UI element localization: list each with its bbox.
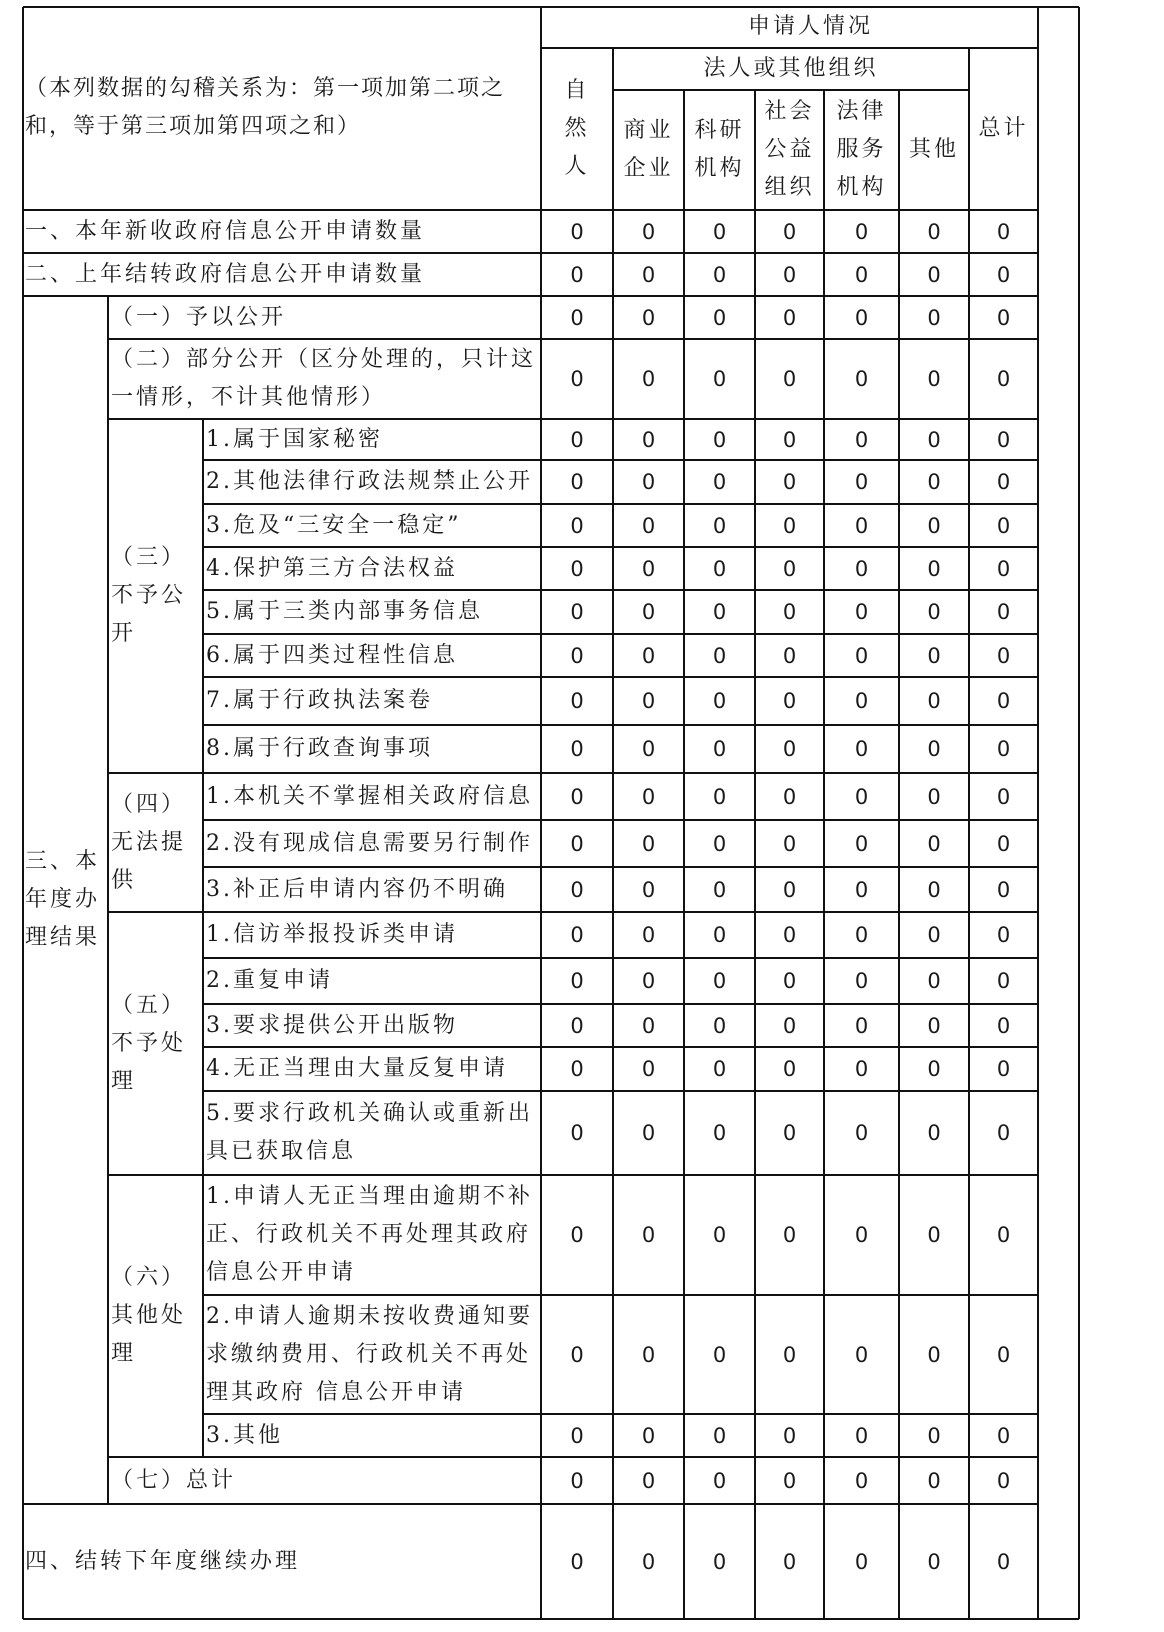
header-legal-persons-group: 法人或其他组织	[703, 56, 879, 81]
value-cell: 0	[854, 1223, 869, 1247]
value-cell: 0	[712, 600, 727, 624]
value-cell: 0	[641, 219, 656, 244]
value-cell: 0	[641, 1423, 656, 1448]
value-cell: 0	[996, 1223, 1011, 1247]
row-label: 1.本机关不掌握相关政府信息	[206, 783, 533, 809]
value-cell: 0	[570, 305, 584, 330]
value-cell: 0	[782, 877, 797, 902]
value-cell: 0	[712, 1550, 727, 1574]
value-cell: 0	[641, 923, 656, 947]
value-cell: 0	[641, 513, 656, 538]
value-cell: 0	[641, 367, 656, 391]
value-cell: 0	[996, 262, 1011, 287]
value-cell: 0	[854, 262, 869, 287]
value-cell: 0	[641, 643, 656, 668]
value-cell: 0	[854, 923, 869, 947]
value-cell: 0	[712, 923, 727, 947]
row-label: 6.属于四类过程性信息	[206, 642, 458, 668]
value-cell: 0	[854, 1423, 869, 1448]
value-cell: 0	[996, 1550, 1011, 1574]
value-cell: 0	[782, 923, 797, 947]
header-note: （本列数据的勾稽关系为：第一项加第二项之和，等于第三项加第四项之和）	[25, 76, 506, 139]
value-cell: 0	[996, 513, 1011, 538]
value-cell: 0	[927, 923, 941, 947]
row-label: 4.无正当理由大量反复申请	[206, 1056, 508, 1081]
value-cell: 0	[854, 470, 869, 494]
value-cell: 0	[712, 1057, 727, 1081]
value-cell: 0	[927, 1342, 941, 1367]
row-label: 四、结转下年度继续办理	[25, 1549, 301, 1574]
value-cell: 0	[996, 470, 1011, 494]
value-cell: 0	[996, 1121, 1011, 1145]
row-label: 一、本年新收政府信息公开申请数量	[25, 218, 426, 244]
value-cell: 0	[570, 923, 584, 947]
value-cell: 0	[712, 969, 727, 993]
value-cell: 0	[854, 513, 869, 538]
value-cell: 0	[570, 689, 584, 713]
value-cell: 0	[570, 513, 584, 538]
row-label: 1.属于国家秘密	[206, 426, 383, 452]
value-cell: 0	[996, 969, 1011, 993]
value-cell: 0	[641, 305, 656, 330]
value-cell: 0	[570, 600, 584, 624]
row-label: 7.属于行政执法案卷	[206, 688, 433, 713]
value-cell: 0	[996, 600, 1011, 624]
value-cell: 0	[782, 689, 797, 713]
value-cell: 0	[782, 305, 797, 330]
value-cell: 0	[641, 831, 656, 856]
value-cell: 0	[641, 689, 656, 713]
value-cell: 0	[854, 689, 869, 713]
value-cell: 0	[996, 1057, 1011, 1081]
value-cell: 0	[996, 1423, 1011, 1448]
value-cell: 0	[927, 831, 941, 856]
value-cell: 0	[570, 556, 584, 581]
value-cell: 0	[854, 305, 869, 330]
value-cell: 0	[996, 1342, 1011, 1367]
value-cell: 0	[854, 877, 869, 902]
value-cell: 0	[782, 1223, 797, 1247]
value-cell: 0	[927, 556, 941, 581]
value-cell: 0	[854, 556, 869, 581]
value-cell: 0	[996, 367, 1011, 391]
value-cell: 0	[641, 877, 656, 902]
value-cell: 0	[712, 1223, 727, 1247]
value-cell: 0	[782, 513, 797, 538]
value-cell: 0	[570, 470, 584, 494]
value-cell: 0	[712, 219, 727, 244]
row-label: 3.要求提供公开出版物	[206, 1012, 458, 1038]
value-cell: 0	[927, 877, 941, 902]
header-research-institution: 科研机构	[694, 118, 745, 181]
value-cell: 0	[854, 1013, 869, 1038]
row-label: 2.没有现成信息需要另行制作	[206, 830, 533, 856]
header-commercial-enterprise: 商业企业	[623, 118, 674, 181]
value-cell: 0	[641, 1121, 656, 1145]
value-cell: 0	[996, 784, 1011, 809]
value-cell: 0	[927, 1468, 941, 1493]
row-label: 1.申请人无正当理由逾期不补正、行政机关不再处理其政府 信息公开申请	[206, 1184, 541, 1285]
value-cell: 0	[712, 689, 727, 713]
value-cell: 0	[570, 1342, 584, 1367]
value-cell: 0	[641, 1550, 656, 1574]
value-cell: 0	[927, 1223, 941, 1247]
value-cell: 0	[782, 367, 797, 391]
value-cell: 0	[854, 1342, 869, 1367]
row-label: 1.信访举报投诉类申请	[206, 922, 458, 947]
value-cell: 0	[570, 877, 584, 902]
value-cell: 0	[712, 262, 727, 287]
value-cell: 0	[996, 1468, 1011, 1493]
value-cell: 0	[570, 969, 584, 993]
row-label: （二）部分公开（区分处理的，只计这一情形，不计其他情形）	[111, 347, 537, 410]
value-cell: 0	[712, 831, 727, 856]
value-cell: 0	[712, 1342, 727, 1367]
row-label: 5.要求行政机关确认或重新出具已获取信息	[206, 1101, 533, 1164]
row-label: 8.属于行政查询事项	[206, 736, 433, 761]
value-cell: 0	[570, 427, 584, 452]
group-not-public-label: （三）不予公开	[111, 545, 187, 646]
value-cell: 0	[782, 262, 797, 287]
value-cell: 0	[712, 737, 727, 761]
value-cell: 0	[712, 513, 727, 538]
value-cell: 0	[782, 1468, 797, 1493]
row-label: 4.保护第三方合法权益	[206, 555, 458, 581]
value-cell: 0	[712, 643, 727, 668]
value-cell: 0	[712, 556, 727, 581]
group-unable-label: （四）无法提供	[111, 791, 187, 893]
value-cell: 0	[641, 262, 656, 287]
value-cell: 0	[996, 737, 1011, 761]
value-cell: 0	[570, 219, 584, 244]
value-cell: 0	[782, 1121, 797, 1145]
value-cell: 0	[782, 784, 797, 809]
value-cell: 0	[996, 556, 1011, 581]
value-cell: 0	[854, 219, 869, 244]
value-cell: 0	[854, 600, 869, 624]
group-other-processing-label: （六）其他处理	[111, 1265, 187, 1366]
value-cell: 0	[570, 1468, 584, 1493]
value-cell: 0	[996, 643, 1011, 668]
value-cell: 0	[927, 1057, 941, 1081]
value-cell: 0	[996, 877, 1011, 902]
value-cell: 0	[641, 1057, 656, 1081]
value-cell: 0	[782, 737, 797, 761]
row-label: 3.补正后申请内容仍不明确	[206, 876, 508, 902]
value-cell: 0	[570, 262, 584, 287]
value-cell: 0	[570, 1550, 584, 1574]
value-cell: 0	[854, 367, 869, 391]
value-cell: 0	[782, 1423, 797, 1448]
value-cell: 0	[996, 305, 1011, 330]
value-cell: 0	[641, 784, 656, 809]
value-cell: 0	[854, 784, 869, 809]
value-cell: 0	[712, 367, 727, 391]
value-cell: 0	[854, 427, 869, 452]
value-cell: 0	[782, 1013, 797, 1038]
value-cell: 0	[927, 1550, 941, 1574]
value-cell: 0	[996, 1013, 1011, 1038]
value-cell: 0	[854, 643, 869, 668]
value-cell: 0	[712, 1013, 727, 1038]
value-cell: 0	[996, 689, 1011, 713]
row-label: 2.重复申请	[206, 968, 333, 993]
value-cell: 0	[854, 1468, 869, 1493]
row-label: （七）总计	[111, 1467, 237, 1493]
value-cell: 0	[712, 1468, 727, 1493]
information-disclosure-table	[22, 6, 1080, 1620]
header-legal-service-org: 法律服务机构	[836, 99, 887, 200]
value-cell: 0	[782, 1057, 797, 1081]
value-cell: 0	[854, 969, 869, 993]
value-cell: 0	[927, 305, 941, 330]
value-cell: 0	[927, 689, 941, 713]
row-label: （一）予以公开	[111, 304, 287, 330]
value-cell: 0	[712, 877, 727, 902]
row-label: 二、上年结转政府信息公开申请数量	[25, 261, 426, 287]
value-cell: 0	[927, 1423, 941, 1448]
value-cell: 0	[641, 1468, 656, 1493]
value-cell: 0	[641, 737, 656, 761]
value-cell: 0	[782, 556, 797, 581]
value-cell: 0	[782, 643, 797, 668]
value-cell: 0	[927, 784, 941, 809]
value-cell: 0	[927, 262, 941, 287]
value-cell: 0	[712, 784, 727, 809]
header-applicant-situation: 申请人情况	[747, 14, 873, 39]
value-cell: 0	[782, 1550, 797, 1574]
group-not-processed-label: （五）不予处理	[111, 992, 187, 1094]
value-cell: 0	[996, 923, 1011, 947]
value-cell: 0	[927, 600, 941, 624]
value-cell: 0	[927, 1013, 941, 1038]
value-cell: 0	[641, 1013, 656, 1038]
value-cell: 0	[927, 969, 941, 993]
value-cell: 0	[712, 470, 727, 494]
value-cell: 0	[641, 556, 656, 581]
value-cell: 0	[782, 831, 797, 856]
value-cell: 0	[927, 513, 941, 538]
value-cell: 0	[854, 737, 869, 761]
group-section3-label: 三、本年度办理结果	[25, 849, 101, 950]
value-cell: 0	[570, 367, 584, 391]
value-cell: 0	[927, 219, 941, 244]
value-cell: 0	[570, 1013, 584, 1038]
value-cell: 0	[927, 1121, 941, 1145]
value-cell: 0	[570, 737, 584, 761]
row-label: 5.属于三类内部事务信息	[206, 599, 483, 624]
value-cell: 0	[570, 1223, 584, 1247]
header-other: 其他	[908, 137, 959, 162]
header-total: 总计	[978, 116, 1029, 141]
value-cell: 0	[782, 470, 797, 494]
value-cell: 0	[854, 831, 869, 856]
value-cell: 0	[927, 737, 941, 761]
value-cell: 0	[782, 1342, 797, 1367]
row-label: 2.申请人逾期未按收费通知要求缴纳费用、行政机关不再处理其政府 信息公开申请	[206, 1303, 533, 1405]
value-cell: 0	[641, 600, 656, 624]
value-cell: 0	[570, 784, 584, 809]
value-cell: 0	[782, 600, 797, 624]
row-label: 2.其他法律行政法规禁止公开	[206, 469, 533, 494]
value-cell: 0	[927, 427, 941, 452]
value-cell: 0	[927, 367, 941, 391]
value-cell: 0	[712, 305, 727, 330]
value-cell: 0	[927, 643, 941, 668]
value-cell: 0	[570, 1423, 584, 1448]
value-cell: 0	[570, 643, 584, 668]
value-cell: 0	[996, 427, 1011, 452]
value-cell: 0	[854, 1550, 869, 1574]
value-cell: 0	[996, 219, 1011, 244]
value-cell: 0	[570, 831, 584, 856]
value-cell: 0	[854, 1121, 869, 1145]
value-cell: 0	[641, 969, 656, 993]
value-cell: 0	[854, 1057, 869, 1081]
value-cell: 0	[641, 1223, 656, 1247]
header-natural-person: 自然人	[564, 78, 590, 179]
value-cell: 0	[927, 470, 941, 494]
value-cell: 0	[641, 470, 656, 494]
value-cell: 0	[712, 1121, 727, 1145]
value-cell: 0	[712, 427, 727, 452]
value-cell: 0	[641, 427, 656, 452]
header-social-welfare-org: 社会公益组织	[764, 99, 815, 200]
value-cell: 0	[641, 1342, 656, 1367]
value-cell: 0	[996, 831, 1011, 856]
row-label: 3.其他	[206, 1422, 283, 1448]
value-cell: 0	[782, 219, 797, 244]
row-label: 3.危及“三安全一稳定”	[206, 512, 462, 538]
value-cell: 0	[570, 1121, 584, 1145]
value-cell: 0	[782, 427, 797, 452]
value-cell: 0	[712, 1423, 727, 1448]
value-cell: 0	[570, 1057, 584, 1081]
value-cell: 0	[782, 969, 797, 993]
